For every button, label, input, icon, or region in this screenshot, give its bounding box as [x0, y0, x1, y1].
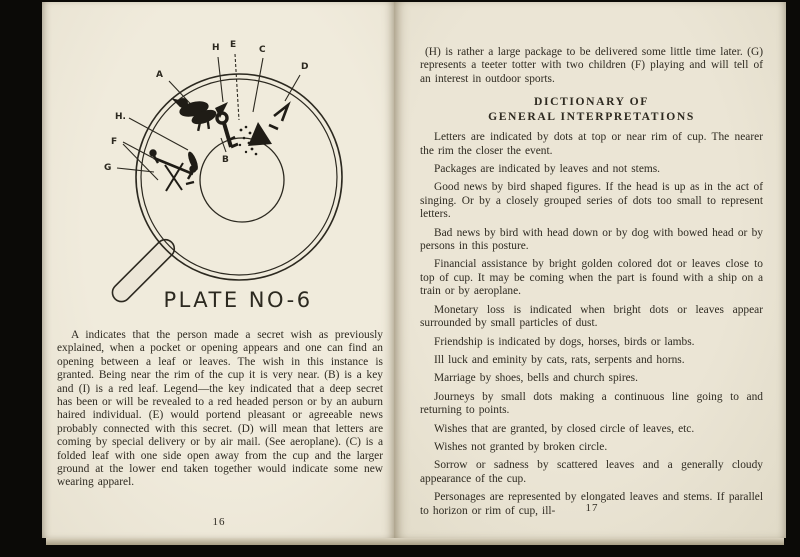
diagram-label-f: F [111, 137, 118, 147]
dictionary-paragraph: Personages are represented by elongated leaves and stems. If parallel to horizon or rim of cup, ill- [420, 491, 763, 517]
leader-line-c [253, 58, 263, 112]
right-page-column [420, 46, 763, 523]
leader-line-h-left [129, 118, 188, 150]
diagram-label-h-top: H [212, 43, 220, 53]
dictionary-paragraph: Ill luck and eminity by cats, rats, serpents and horns. [434, 353, 685, 366]
diagram-label-h-left: H. [115, 112, 126, 122]
diagram-label-g: G [104, 163, 112, 173]
book-page-edges [46, 538, 784, 545]
dictionary-paragraph: Good news by bird shaped figures. If the head is up as in the act of singing. Or by a closely grouped series of dots too small to represent letters. [420, 181, 763, 221]
leader-line-f1 [123, 142, 155, 159]
dictionary-paragraph: Bad news by bird with head down or by dog with bowed head or by persons in this posture. [420, 226, 763, 253]
dictionary-paragraph: Letters are indicated by dots at top or near rim of cup. The nearer the rim the closer the event. [420, 131, 763, 157]
intro-paragraph: (H) is rather a large package to be delivered some little time later. (G) represents a teeter totter with two children (F) playing and will tell of an interest in outdoor sports. [420, 46, 763, 85]
diagram-label-a: A [156, 70, 163, 80]
leader-line-h-top [218, 57, 223, 102]
dictionary-paragraph: Sorrow or sadness by scattered leaves and a generally cloudy appearance of the cup. [420, 459, 763, 485]
dictionary-paragraph: Wishes that are granted, by closed circle of leaves, etc. [434, 422, 695, 435]
teacup-plate-diagram [42, 2, 394, 324]
right-page [394, 2, 786, 538]
dictionary-paragraph: Journeys by small dots making a continuous line going to and returning to points. [420, 390, 763, 417]
left-page [42, 2, 394, 538]
dictionary-paragraph: Packages are indicated by leaves and not stems. [434, 163, 661, 176]
heading-line-2: GENERAL INTERPRETATIONS [488, 110, 695, 124]
left-page-paragraph: A indicates that the person made a secret wish as previously explained, when a pocket or opening appears and one can find an opening between a leaf or leaves. The wish in this instance is granted. Being near the rim of the cup it is very near. (B) is a key and (I) is a red leaf. Legend—the key indicated that a deep secret has been or will be revealed to a red headed person or by an auburn haired individual. (E) would portend pleasant or agreeable news probably connected with this secret. (D) will mean that letters are coming by special delivery or by air mail. (See aeroplane). (C) is a folded leaf with one side open away from the cup and the larger ground at the lower end taken together would indicate some new wearing apparel. [57, 329, 383, 489]
dictionary-paragraph: Wishes not granted by broken circle. [434, 440, 608, 453]
heading-line-1: DICTIONARY OF [534, 95, 649, 109]
leader-line-b [221, 138, 226, 152]
leader-line-e [235, 54, 239, 120]
dictionary-paragraph: Marriage by shoes, bells and church spires. [434, 372, 638, 385]
leader-line-d [285, 75, 300, 101]
plate-caption: PLATE NO-6 [163, 288, 313, 312]
diagram-label-c: C [259, 45, 266, 55]
diagram-label-e: E [230, 40, 237, 50]
section-heading [420, 94, 763, 124]
dictionary-paragraph: Financial assistance by bright golden colored dot or leaves close to top of cup. It may be coming when the part is found with a ship on a train or by aeroplane. [420, 258, 763, 298]
left-page-number: 16 [212, 516, 226, 528]
right-page-number: 17 [585, 502, 599, 514]
folded-leaf-icon [248, 122, 272, 146]
dictionary-paragraph: Friendship is indicated by dogs, horses, birds or lambs. [434, 335, 695, 348]
arrow-icon [269, 105, 288, 129]
diagram-label-b: B [222, 155, 229, 165]
dictionary-paragraph: Monetary loss is indicated when bright dots or leaves appear surrounded by small particles of dust. [420, 303, 763, 330]
key-icon [217, 113, 238, 147]
diagram-label-d: D [301, 62, 309, 72]
